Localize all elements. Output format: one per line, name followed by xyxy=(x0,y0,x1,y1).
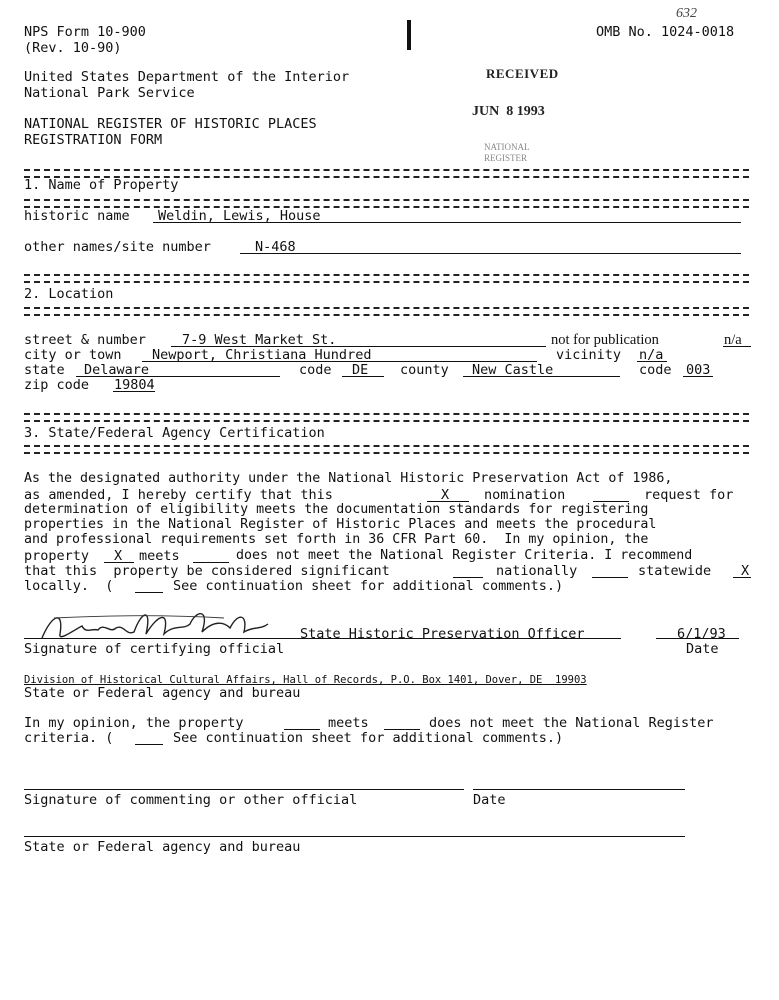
vicinity-value: n/a xyxy=(639,347,664,363)
handwritten-signature xyxy=(34,604,274,646)
other-names-label: other names/site number xyxy=(24,239,211,255)
cert-text-word: nomination xyxy=(484,487,566,503)
cert-text-line: See continuation sheet for additional comments.) xyxy=(173,578,564,594)
statewide-mark: X xyxy=(741,563,750,579)
vicinity-label: vicinity xyxy=(556,347,622,363)
stamp-date: JUN 8 1993 xyxy=(472,104,545,119)
agency-bureau-label-2: State or Federal agency and bureau xyxy=(24,839,301,855)
request-field xyxy=(593,487,629,502)
city-value: Newport, Christiana Hundred xyxy=(152,347,372,363)
comment-signature-line xyxy=(24,777,464,790)
department: United States Department of the Interior xyxy=(24,69,350,85)
binder-mark xyxy=(407,20,411,50)
other-names-value: N-468 xyxy=(255,239,296,255)
omb-number: OMB No. 1024-0018 xyxy=(596,24,735,40)
opinion-text: See continuation sheet for additional comments.) xyxy=(173,730,564,746)
received-stamp: RECEIVED xyxy=(486,66,559,81)
nfp-value: n/a xyxy=(724,332,742,348)
nfp-label: not for publication xyxy=(551,332,659,348)
state-code-value: DE xyxy=(352,362,369,378)
zip-value: 19804 xyxy=(114,377,155,393)
opinion-text: does not meet the National Register xyxy=(429,715,714,731)
stamp-line-1: NATIONAL xyxy=(484,142,530,152)
meets-mark: X xyxy=(114,548,123,564)
opinion-text: criteria. ( xyxy=(24,730,114,746)
handwritten-number: 632 xyxy=(676,6,697,21)
cert-text-line: determination of eligibility meets the documentation standards for registering xyxy=(24,502,649,517)
agency-bureau-value: Division of Historical Cultural Affairs, Hall of Records, P.O. Box 1401, Dover, DE 19903 xyxy=(24,674,587,686)
cert-text-word: request for xyxy=(644,487,734,503)
county-code-label: code xyxy=(639,362,672,378)
section-3-heading: 3. State/Federal Agency Certification xyxy=(24,425,325,441)
not-meets-field xyxy=(193,548,229,563)
divider xyxy=(24,307,749,316)
form-number: NPS Form 10-900 xyxy=(24,24,146,40)
state-code-label: code xyxy=(299,362,332,378)
cert-text-word: statewide xyxy=(638,563,712,579)
form-subtitle: REGISTRATION FORM xyxy=(24,132,163,148)
county-code-value: 003 xyxy=(686,362,711,378)
state-label: state xyxy=(24,362,65,378)
continuation-field xyxy=(135,578,163,593)
cert-text-word: nationally xyxy=(496,563,578,579)
cert-text-line: As the designated authority under the National Historic Preservation Act of 1986, xyxy=(24,471,673,486)
form-title: NATIONAL REGISTER OF HISTORIC PLACES xyxy=(24,116,317,132)
cert-text-word: locally. ( xyxy=(24,578,114,594)
service: National Park Service xyxy=(24,85,195,101)
cert-text-line: that this property be considered significant xyxy=(24,563,390,579)
city-label: city or town xyxy=(24,347,122,363)
historic-name-value: Weldin, Lewis, House xyxy=(158,208,321,224)
stamp-line-2: REGISTER xyxy=(484,153,528,163)
comment-signature-label: Signature of commenting or other official xyxy=(24,792,358,808)
cert-text-line: does not meet the National Register Criteria. I recommend xyxy=(236,548,693,563)
date-label: Date xyxy=(686,641,719,657)
comment-date-label: Date xyxy=(473,792,506,808)
opinion-text: meets xyxy=(328,715,369,731)
agency-bureau-line xyxy=(24,824,685,837)
county-value: New Castle xyxy=(472,362,554,378)
cert-text-line: properties in the National Register of Historic Places and meets the procedural xyxy=(24,517,657,532)
zip-label: zip code xyxy=(24,377,90,393)
form-revision: (Rev. 10-90) xyxy=(24,40,122,56)
comment-date-line xyxy=(473,777,685,790)
opinion-text: In my opinion, the property xyxy=(24,715,244,731)
state-value: Delaware xyxy=(84,362,150,378)
cert-text-line: and professional requirements set forth in 36 CFR Part 60. In my opinion, the xyxy=(24,532,649,547)
street-value: 7-9 West Market St. xyxy=(182,332,337,348)
divider xyxy=(24,445,749,454)
signature-label: Signature of certifying official xyxy=(24,641,285,657)
section-2-heading: 2. Location xyxy=(24,286,114,302)
historic-name-label: historic name xyxy=(24,208,130,224)
street-label: street & number xyxy=(24,332,146,348)
statewide-field xyxy=(592,563,628,578)
cert-text-word: meets xyxy=(139,548,180,564)
opinion-continuation-field xyxy=(135,730,163,745)
section-1-heading: 1. Name of Property xyxy=(24,177,179,193)
opinion-meets-field xyxy=(284,715,320,730)
nomination-mark: X xyxy=(441,487,450,503)
divider xyxy=(24,413,749,422)
other-names-field xyxy=(240,239,741,254)
divider xyxy=(24,199,749,208)
nationally-field xyxy=(453,563,483,578)
opinion-not-meets-field xyxy=(384,715,420,730)
divider xyxy=(24,274,749,283)
certification-date: 6/1/93 xyxy=(677,626,726,642)
officer-title: State Historic Preservation Officer xyxy=(300,626,585,642)
county-label: county xyxy=(400,362,449,378)
cert-text-line: as amended, I hereby certify that this xyxy=(24,487,333,503)
agency-bureau-label: State or Federal agency and bureau xyxy=(24,685,301,701)
cert-text-word: property xyxy=(24,548,90,564)
